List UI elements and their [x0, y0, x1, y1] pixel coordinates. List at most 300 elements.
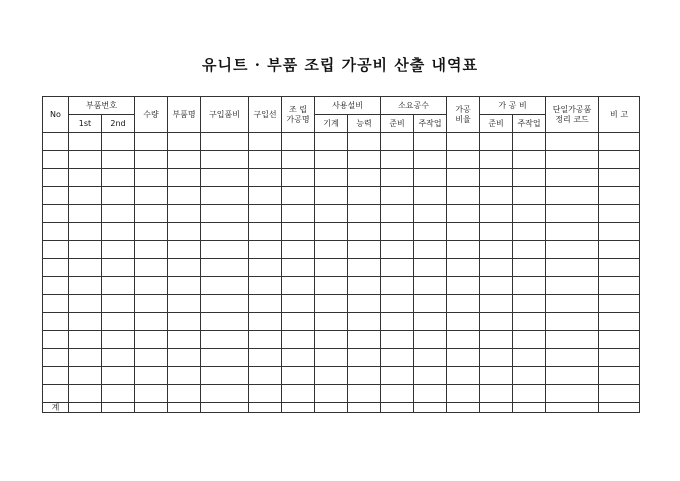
table-cell	[315, 385, 348, 403]
table-cell	[168, 313, 201, 331]
table-cell	[135, 241, 168, 259]
table-cell	[69, 187, 102, 205]
table-cell	[201, 367, 249, 385]
total-cell	[513, 403, 546, 413]
header-assembly-top: 조 립	[289, 105, 308, 115]
table-body	[43, 133, 640, 403]
table-cell	[69, 241, 102, 259]
table-cell	[201, 349, 249, 367]
table-cell	[546, 277, 599, 295]
table-cell	[282, 223, 315, 241]
table-cell	[348, 385, 381, 403]
total-cell	[168, 403, 201, 413]
table-cell	[546, 133, 599, 151]
table-cell	[513, 169, 546, 187]
table-cell	[201, 331, 249, 349]
table-row	[43, 151, 640, 169]
table-cell	[381, 241, 414, 259]
header-processing-cost: 가 공 비	[480, 97, 546, 115]
total-cell	[102, 403, 135, 413]
table-cell	[43, 277, 69, 295]
header-cost-main: 주작업	[513, 115, 546, 133]
table-cell	[513, 331, 546, 349]
table-cell	[102, 385, 135, 403]
table-cell	[315, 241, 348, 259]
table-cell	[546, 205, 599, 223]
table-cell	[102, 259, 135, 277]
table-cell	[102, 331, 135, 349]
table-cell	[69, 133, 102, 151]
header-supplier: 구입선	[249, 97, 282, 133]
table-cell	[599, 133, 640, 151]
total-cell	[315, 403, 348, 413]
table-cell	[249, 313, 282, 331]
table-cell	[480, 205, 513, 223]
table-cell	[480, 169, 513, 187]
table-cell	[249, 385, 282, 403]
table-cell	[102, 349, 135, 367]
table-cell	[282, 313, 315, 331]
table-cell	[447, 241, 480, 259]
table-cell	[480, 259, 513, 277]
table-cell	[282, 133, 315, 151]
table-cell	[348, 133, 381, 151]
header-cost-prep: 준비	[480, 115, 513, 133]
table-cell	[480, 277, 513, 295]
header-no: No	[43, 97, 69, 133]
table-cell	[546, 151, 599, 169]
table-cell	[135, 331, 168, 349]
total-cell	[381, 403, 414, 413]
table-cell	[249, 151, 282, 169]
table-cell	[135, 313, 168, 331]
table-cell	[414, 205, 447, 223]
table-cell	[315, 169, 348, 187]
table-row	[43, 349, 640, 367]
table-cell	[69, 151, 102, 169]
table-row	[43, 313, 640, 331]
table-cell	[348, 313, 381, 331]
table-cell	[513, 349, 546, 367]
table-cell	[135, 295, 168, 313]
table-cell	[168, 385, 201, 403]
table-cell	[282, 331, 315, 349]
table-cell	[381, 259, 414, 277]
table-cell	[249, 187, 282, 205]
table-cell	[43, 367, 69, 385]
table-cell	[348, 241, 381, 259]
table-cell	[282, 295, 315, 313]
table-cell	[315, 205, 348, 223]
table-cell	[447, 169, 480, 187]
table-cell	[201, 133, 249, 151]
table-cell	[249, 259, 282, 277]
header-prep: 준비	[381, 115, 414, 133]
table-cell	[381, 367, 414, 385]
table-cell	[43, 169, 69, 187]
table-row	[43, 205, 640, 223]
table-cell	[381, 313, 414, 331]
table-cell	[348, 295, 381, 313]
table-row	[43, 331, 640, 349]
table-cell	[201, 187, 249, 205]
table-cell	[168, 259, 201, 277]
table-cell	[69, 205, 102, 223]
table-cell	[348, 331, 381, 349]
table-cell	[168, 133, 201, 151]
table-cell	[480, 241, 513, 259]
table-cell	[381, 295, 414, 313]
table-cell	[69, 277, 102, 295]
table-cell	[201, 241, 249, 259]
table-cell	[69, 169, 102, 187]
table-cell	[381, 151, 414, 169]
table-cell	[102, 205, 135, 223]
table-row	[43, 169, 640, 187]
table-cell	[135, 349, 168, 367]
table-cell	[249, 367, 282, 385]
table-cell	[513, 241, 546, 259]
table-cell	[599, 385, 640, 403]
table-cell	[447, 313, 480, 331]
table-cell	[447, 349, 480, 367]
table-cell	[599, 349, 640, 367]
table-cell	[414, 367, 447, 385]
table-cell	[414, 295, 447, 313]
table-cell	[447, 223, 480, 241]
table-cell	[282, 367, 315, 385]
header-equipment: 사용설비	[315, 97, 381, 115]
table-cell	[282, 151, 315, 169]
table-cell	[43, 241, 69, 259]
table-cell	[447, 367, 480, 385]
total-cell	[135, 403, 168, 413]
table-row	[43, 187, 640, 205]
total-cell	[599, 403, 640, 413]
table-cell	[135, 385, 168, 403]
cost-calculation-table	[42, 96, 640, 413]
table-cell	[168, 277, 201, 295]
table-cell	[69, 349, 102, 367]
table-cell	[414, 277, 447, 295]
table-cell	[135, 133, 168, 151]
table-cell	[414, 331, 447, 349]
table-cell	[102, 187, 135, 205]
table-cell	[315, 367, 348, 385]
table-cell	[599, 331, 640, 349]
table-cell	[135, 205, 168, 223]
table-cell	[135, 223, 168, 241]
table-cell	[102, 367, 135, 385]
table-cell	[599, 313, 640, 331]
table-cell	[249, 223, 282, 241]
table-cell	[513, 313, 546, 331]
table-cell	[599, 259, 640, 277]
table-cell	[43, 133, 69, 151]
table-cell	[69, 385, 102, 403]
table-cell	[480, 295, 513, 313]
table-cell	[135, 277, 168, 295]
table-cell	[69, 367, 102, 385]
table-cell	[168, 205, 201, 223]
table-cell	[69, 295, 102, 313]
table-cell	[201, 259, 249, 277]
table-cell	[599, 169, 640, 187]
table-cell	[599, 205, 640, 223]
table-row	[43, 241, 640, 259]
table-cell	[414, 187, 447, 205]
header-processing-bottom: 비율	[455, 114, 471, 124]
table-cell	[381, 169, 414, 187]
table-cell	[546, 169, 599, 187]
table-cell	[135, 169, 168, 187]
table-cell	[249, 331, 282, 349]
table-cell	[546, 259, 599, 277]
header-part-name: 부품명	[168, 97, 201, 133]
table-cell	[480, 349, 513, 367]
table-cell	[381, 133, 414, 151]
table-cell	[513, 205, 546, 223]
table-cell	[102, 169, 135, 187]
total-cell	[546, 403, 599, 413]
table-cell	[315, 223, 348, 241]
table-cell	[315, 259, 348, 277]
table-cell	[414, 223, 447, 241]
table-cell	[315, 277, 348, 295]
table-cell	[381, 223, 414, 241]
table-cell	[102, 295, 135, 313]
header-part-number: 부품번호	[69, 97, 135, 115]
table-cell	[315, 187, 348, 205]
header-unit-code-top: 단일가공품	[552, 105, 592, 115]
table-cell	[480, 331, 513, 349]
table-cell	[513, 187, 546, 205]
total-cell	[414, 403, 447, 413]
table-row	[43, 259, 640, 277]
header-quantity: 수량	[135, 97, 168, 133]
table-cell	[414, 133, 447, 151]
table-cell	[249, 133, 282, 151]
table-cell	[447, 205, 480, 223]
table-cell	[381, 385, 414, 403]
table-cell	[249, 277, 282, 295]
table-cell	[201, 223, 249, 241]
table-cell	[480, 187, 513, 205]
table-cell	[69, 223, 102, 241]
table-cell	[43, 385, 69, 403]
table-cell	[43, 187, 69, 205]
header-processing-top: 가공	[455, 105, 471, 115]
total-cell	[480, 403, 513, 413]
table-cell	[348, 205, 381, 223]
table-row	[43, 385, 640, 403]
table-row	[43, 133, 640, 151]
table-cell	[168, 295, 201, 313]
table-cell	[546, 385, 599, 403]
table-cell	[282, 187, 315, 205]
header-processing-ratio	[447, 97, 480, 133]
table-cell	[546, 331, 599, 349]
table-cell	[546, 187, 599, 205]
table-cell	[447, 151, 480, 169]
table-cell	[102, 133, 135, 151]
table-cell	[168, 187, 201, 205]
header-purchase-part-cost: 구입품비	[201, 97, 249, 133]
table-cell	[513, 223, 546, 241]
table-cell	[249, 205, 282, 223]
table-cell	[315, 313, 348, 331]
table-cell	[135, 187, 168, 205]
total-label: 계	[43, 403, 69, 413]
table-cell	[447, 385, 480, 403]
table-row	[43, 223, 640, 241]
table-cell	[168, 169, 201, 187]
table-cell	[102, 223, 135, 241]
table-cell	[447, 295, 480, 313]
total-cell	[282, 403, 315, 413]
table-cell	[513, 259, 546, 277]
table-cell	[168, 241, 201, 259]
table-cell	[43, 223, 69, 241]
table-cell	[315, 295, 348, 313]
table-cell	[414, 385, 447, 403]
table-cell	[546, 295, 599, 313]
table-cell	[315, 331, 348, 349]
table-cell	[480, 223, 513, 241]
table-cell	[315, 349, 348, 367]
table-cell	[43, 313, 69, 331]
table-cell	[447, 259, 480, 277]
table-cell	[43, 295, 69, 313]
table-cell	[599, 151, 640, 169]
table-cell	[69, 331, 102, 349]
table-cell	[201, 277, 249, 295]
table-cell	[546, 349, 599, 367]
table-cell	[282, 259, 315, 277]
table-cell	[315, 151, 348, 169]
total-cell	[249, 403, 282, 413]
header-first: 1st	[69, 115, 102, 133]
table-cell	[201, 169, 249, 187]
table-cell	[348, 349, 381, 367]
header-machine: 기계	[315, 115, 348, 133]
table-cell	[513, 133, 546, 151]
table-cell	[201, 205, 249, 223]
header-unit-code-bottom: 정리 코드	[555, 114, 589, 124]
header-capacity: 능력	[348, 115, 381, 133]
table-cell	[414, 169, 447, 187]
total-cell	[348, 403, 381, 413]
table-cell	[480, 367, 513, 385]
table-cell	[480, 151, 513, 169]
table-cell	[513, 295, 546, 313]
table-cell	[348, 277, 381, 295]
table-cell	[381, 277, 414, 295]
table-cell	[282, 241, 315, 259]
table-cell	[599, 277, 640, 295]
table-cell	[43, 331, 69, 349]
table-cell	[102, 151, 135, 169]
table-cell	[348, 169, 381, 187]
table-cell	[513, 367, 546, 385]
header-assembly	[282, 97, 315, 133]
table-cell	[513, 277, 546, 295]
table-cell	[447, 277, 480, 295]
table-cell	[414, 151, 447, 169]
table-cell	[599, 223, 640, 241]
table-cell	[201, 385, 249, 403]
table-cell	[480, 313, 513, 331]
total-cell	[201, 403, 249, 413]
table-cell	[43, 349, 69, 367]
table-cell	[135, 151, 168, 169]
table-cell	[381, 349, 414, 367]
header-assembly-bottom: 가공명	[286, 114, 310, 124]
table-row	[43, 277, 640, 295]
table-cell	[249, 169, 282, 187]
table-cell	[168, 223, 201, 241]
table-cell	[201, 313, 249, 331]
table-cell	[135, 367, 168, 385]
table-cell	[168, 349, 201, 367]
table-cell	[414, 259, 447, 277]
table-cell	[43, 259, 69, 277]
table-cell	[513, 151, 546, 169]
table-cell	[135, 259, 168, 277]
table-cell	[282, 349, 315, 367]
table-cell	[249, 241, 282, 259]
table-cell	[546, 367, 599, 385]
table-cell	[102, 241, 135, 259]
header-main-work: 주작업	[414, 115, 447, 133]
header-man-hours: 소요공수	[381, 97, 447, 115]
table-cell	[348, 223, 381, 241]
table-cell	[546, 223, 599, 241]
table-cell	[102, 313, 135, 331]
table-cell	[480, 385, 513, 403]
page-title: 유니트 · 부품 조립 가공비 산출 내역표	[202, 56, 478, 74]
table-cell	[201, 151, 249, 169]
table-cell	[381, 331, 414, 349]
table-cell	[69, 259, 102, 277]
table-cell	[282, 205, 315, 223]
header-second: 2nd	[102, 115, 135, 133]
table-cell	[381, 187, 414, 205]
table-cell	[546, 241, 599, 259]
table-cell	[69, 313, 102, 331]
table-cell	[282, 277, 315, 295]
table-cell	[348, 151, 381, 169]
table-row	[43, 295, 640, 313]
table-cell	[480, 133, 513, 151]
table-cell	[315, 133, 348, 151]
table-cell	[599, 367, 640, 385]
table-cell	[168, 367, 201, 385]
table-cell	[381, 205, 414, 223]
table-cell	[599, 187, 640, 205]
table-cell	[201, 295, 249, 313]
table-cell	[168, 331, 201, 349]
table-cell	[249, 295, 282, 313]
table-cell	[599, 295, 640, 313]
header-remarks: 비 고	[599, 97, 640, 133]
table-cell	[43, 151, 69, 169]
table-cell	[282, 169, 315, 187]
table-row	[43, 367, 640, 385]
table-cell	[447, 187, 480, 205]
table-cell	[43, 205, 69, 223]
table-cell	[249, 349, 282, 367]
